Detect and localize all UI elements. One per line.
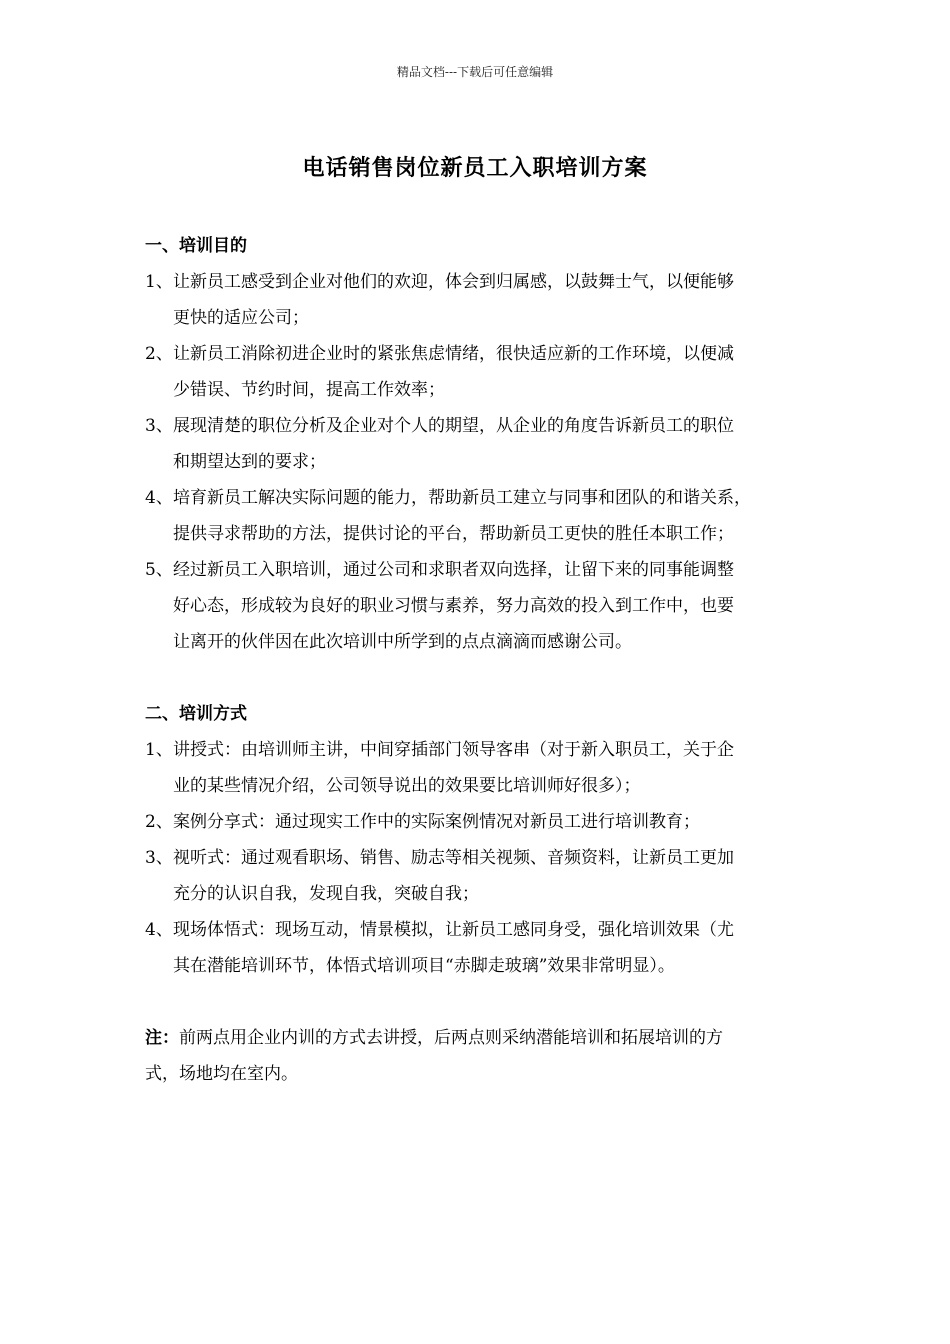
note-text: 前两点用企业内训的方式去讲授，后两点则采纳潜能培训和拓展培训的方 bbox=[179, 1028, 723, 1048]
section-spacer bbox=[145, 984, 815, 1020]
document-body bbox=[145, 228, 815, 1092]
section-heading-methods: 二、培训方式 bbox=[145, 704, 247, 724]
item-number: 3、 bbox=[145, 848, 173, 868]
item-text-line: 视听式：通过观看职场、销售、励志等相关视频、音频资料，让新员工更加 bbox=[173, 848, 734, 868]
note-line: 式，场地均在室内。 bbox=[145, 1064, 298, 1084]
item-text-line: 讲授式：由培训师主讲，中间穿插部门领导客串（对于新入职员工，关于企 bbox=[173, 740, 734, 760]
item-number: 1、 bbox=[145, 272, 173, 292]
item-text-line: 充分的认识自我，发现自我，突破自我； bbox=[173, 884, 479, 904]
list-item bbox=[145, 408, 815, 480]
item-number: 1、 bbox=[145, 740, 173, 760]
list-item bbox=[145, 912, 815, 984]
note-line bbox=[145, 1020, 815, 1056]
list-item bbox=[145, 552, 815, 660]
item-text-line: 展现清楚的职位分析及企业对个人的期望，从企业的角度告诉新员工的职位 bbox=[173, 416, 734, 436]
item-text-line: 让离开的伙伴因在此次培训中所学到的点点滴滴而感谢公司。 bbox=[173, 632, 632, 652]
list-item bbox=[145, 480, 815, 552]
item-text-line: 更快的适应公司； bbox=[173, 308, 309, 328]
item-text-line: 和期望达到的要求； bbox=[173, 452, 326, 472]
item-text-line: 业的某些情况介绍，公司领导说出的效果要比培训师好很多）； bbox=[173, 776, 641, 796]
document-title: 电话销售岗位新员工入职培训方案 bbox=[302, 156, 648, 181]
item-text-line: 案例分享式：通过现实工作中的实际案例情况对新员工进行培训教育； bbox=[173, 812, 700, 832]
item-number: 2、 bbox=[145, 344, 173, 364]
item-number: 4、 bbox=[145, 920, 173, 940]
item-text-line: 培育新员工解决实际问题的能力，帮助新员工建立与同事和团队的和谐关系， bbox=[173, 488, 751, 508]
item-text-line: 其在潜能培训环节，体悟式培训项目“赤脚走玻璃”效果非常明显）。 bbox=[173, 956, 675, 976]
list-item bbox=[145, 804, 815, 840]
item-text-line: 现场体悟式：现场互动，情景模拟，让新员工感同身受，强化培训效果（尤 bbox=[173, 920, 734, 940]
item-text-line: 让新员工感受到企业对他们的欢迎，体会到归属感，以鼓舞士气，以便能够 bbox=[173, 272, 734, 292]
note-paragraph bbox=[145, 1020, 815, 1092]
item-text-line: 好心态，形成较为良好的职业习惯与素养，努力高效的投入到工作中，也要 bbox=[173, 596, 734, 616]
page-header: 精品文档---下载后可任意编辑 bbox=[396, 65, 554, 79]
note-label: 注： bbox=[145, 1028, 179, 1048]
section-heading-purpose: 一、培训目的 bbox=[145, 236, 247, 256]
section-spacer bbox=[145, 660, 815, 696]
item-number: 3、 bbox=[145, 416, 173, 436]
item-text-line: 让新员工消除初进企业时的紧张焦虑情绪，很快适应新的工作环境，以便减 bbox=[173, 344, 734, 364]
item-text-line: 提供寻求帮助的方法，提供讨论的平台，帮助新员工更快的胜任本职工作； bbox=[173, 524, 734, 544]
list-item bbox=[145, 840, 815, 912]
list-item bbox=[145, 264, 815, 336]
item-number: 2、 bbox=[145, 812, 173, 832]
item-text-line: 经过新员工入职培训，通过公司和求职者双向选择，让留下来的同事能调整 bbox=[173, 560, 734, 580]
list-item bbox=[145, 336, 815, 408]
list-item bbox=[145, 732, 815, 804]
item-number: 5、 bbox=[145, 560, 173, 580]
item-number: 4、 bbox=[145, 488, 173, 508]
item-text-line: 少错误、节约时间，提高工作效率； bbox=[173, 380, 445, 400]
